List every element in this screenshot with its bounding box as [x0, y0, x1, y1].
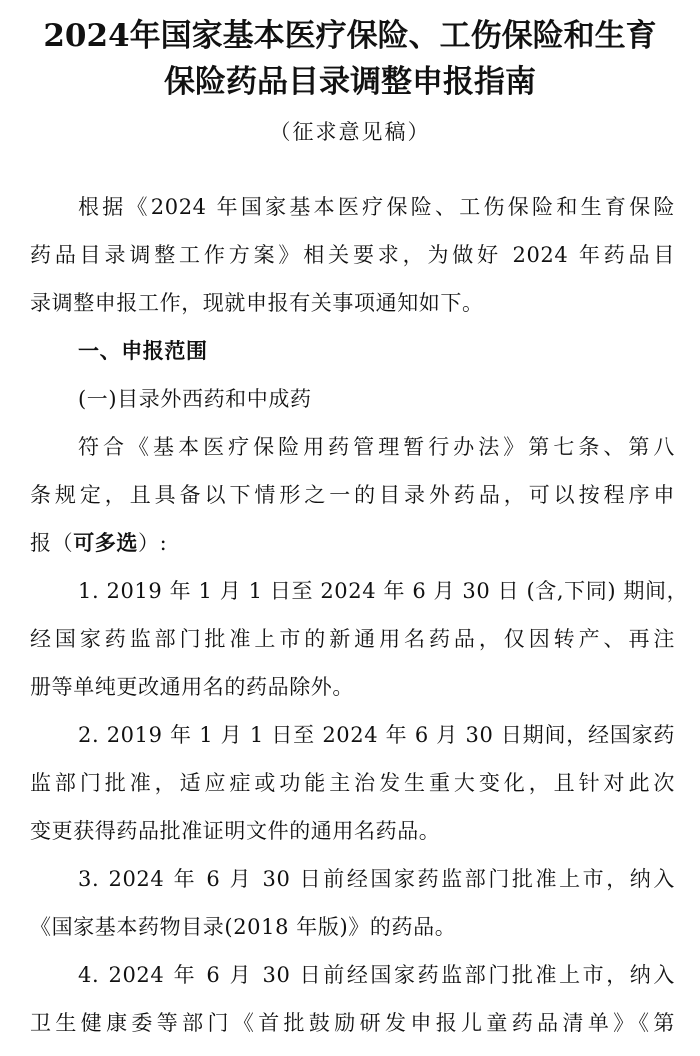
- item4-line-1: 4. 2024 年 6 月 30 日前经国家药监部门批准上市，纳入: [78, 963, 675, 987]
- para1-end-bold: 可多选: [73, 531, 139, 555]
- intro-line-3: 录调整申报工作，现就申报有关事项通知如下。: [30, 291, 484, 315]
- document-subtitle: （征求意见稿）: [269, 120, 431, 144]
- item1-line-3: 册等单纯更改通用名的药品除外。: [30, 675, 354, 699]
- item3-line-2: 《国家基本药物目录(2018 年版)》的药品。: [30, 915, 457, 939]
- document-title-line-1: 2024年国家基本医疗保险、工伤保险和生育: [43, 18, 657, 54]
- intro-line-1: 根据《2024 年国家基本医疗保险、工伤保险和生育保险: [78, 195, 675, 219]
- item1-line-2: 经国家药监部门批准上市的新通用名药品，仅因转产、再注: [30, 627, 675, 651]
- item2-line-3: 变更获得药品批准证明文件的通用名药品。: [30, 819, 441, 843]
- subsection-heading: (一)目录外西药和中成药: [78, 387, 312, 411]
- para1-line-3: [30, 528, 675, 558]
- para1-end-suffix: ）:: [138, 531, 168, 555]
- section-heading: 一、申报范围: [78, 339, 208, 363]
- document-title-line-2: 保险药品目录调整申报指南: [164, 64, 536, 100]
- para1-line-1: 符合《基本医疗保险用药管理暂行办法》第七条、第八: [78, 435, 675, 459]
- item1-line-1: 1. 2019 年 1 月 1 日至 2024 年 6 月 30 日 (含,下同) 期间，: [78, 579, 689, 603]
- item4-line-2: 卫生健康委等部门《首批鼓励研发申报儿童药品清单》《第: [30, 1011, 675, 1035]
- item2-line-1: 2. 2019 年 1 月 1 日至 2024 年 6 月 30 日期间，经国家药: [78, 723, 675, 747]
- para1-end-prefix: 报（: [30, 531, 74, 555]
- item2-line-2: 监部门批准，适应症或功能主治发生重大变化，且针对此次: [30, 771, 675, 795]
- item3-line-1: 3. 2024 年 6 月 30 日前经国家药监部门批准上市，纳入: [78, 867, 675, 891]
- intro-line-2: 药品目录调整工作方案》相关要求，为做好 2024 年药品目: [30, 243, 675, 267]
- para1-line-2: 条规定，且具备以下情形之一的目录外药品，可以按程序申: [30, 483, 675, 507]
